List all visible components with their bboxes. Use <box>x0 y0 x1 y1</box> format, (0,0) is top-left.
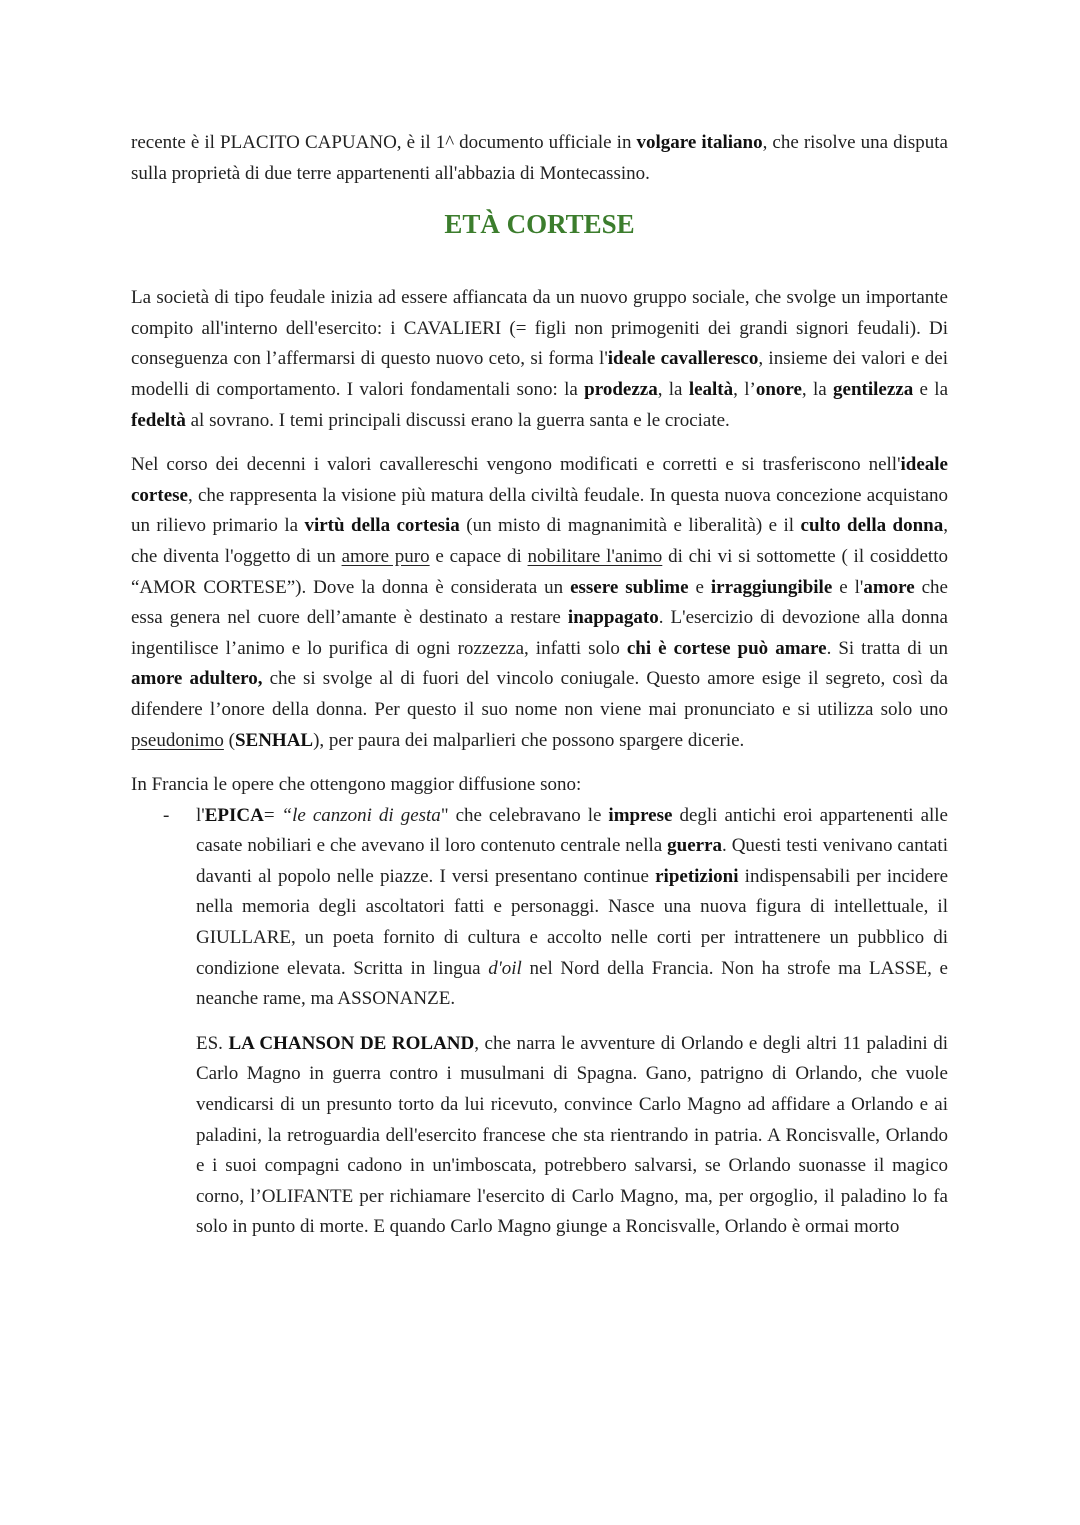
bold-text: gentilezza <box>833 378 914 400</box>
bold-text: guerra <box>667 835 723 857</box>
bold-text: volgare italiano <box>636 132 763 153</box>
list-dash: - <box>163 804 170 826</box>
text-run: = <box>263 804 282 826</box>
text-run: ), per paura dei malparlieri che possono spargere dicerie. <box>313 729 745 751</box>
bold-text: essere sublime <box>570 576 689 598</box>
text-run: , che rappresenta la visione più matura della civiltà feudale. In questa nuova concezione acquistano un rilievo primario la <box>131 484 948 537</box>
list-intro: In Francia le opere che ottengono maggior diffusione sono: <box>131 774 582 796</box>
text-run: . Si tratta di un <box>826 637 949 659</box>
intro-paragraph <box>131 128 948 189</box>
list-item-epica <box>131 801 948 1015</box>
text-run: e la <box>913 378 949 400</box>
text-run: di chi vi si sottomette ( il cosiddetto “AMOR CORTESE”). Dove la donna è considerata un <box>131 545 948 598</box>
text-run: e <box>688 576 711 598</box>
text-run: indispensabili per incidere nella memoria degli ascoltatori fatti e personaggi. Nasce una nuova figura di intellettuale, il GIULLARE, un poeta fornito di cultura e accolto nelle corti per intrattenere un pubblico di condizione elevata. Scritta in lingua <box>196 865 948 979</box>
bold-text: SENHAL <box>234 729 314 751</box>
text-run: . L'esercizio di devozione alla donna ingentilisce l’animo e lo purifica di ogni rozzezza, infatti solo <box>131 607 948 659</box>
bold-text: EPICA <box>204 804 264 826</box>
bold-text: amore adultero, <box>131 668 263 690</box>
text-run: che essa genera nel cuore dell’amante è destinato a restare <box>131 576 948 629</box>
text-run: , che diventa l'oggetto di un <box>131 515 948 567</box>
paragraph-ideale-cortese <box>131 450 948 756</box>
text-run: " che celebravano le <box>440 804 609 826</box>
paragraph-ideale-cavalleresco <box>131 283 948 436</box>
bold-text: ideale cortese <box>131 454 948 506</box>
text-run: , la <box>657 378 689 400</box>
bold-text: lealtà <box>688 378 734 400</box>
text-run: e capace di <box>429 545 528 567</box>
bold-text: prodezza <box>584 378 658 400</box>
section-heading: ETÀ CORTESE <box>444 209 635 240</box>
text-run: l' <box>196 804 205 826</box>
bold-text: fedeltà <box>131 409 186 431</box>
text-run: ( <box>223 729 235 751</box>
text-run: e l' <box>832 576 864 598</box>
italic-text: d'oil <box>488 957 522 979</box>
text-run: (un misto di magnanimità e liberalità) e il <box>459 515 801 537</box>
text-run: recente è il PLACITO CAPUANO, è il 1^ documento ufficiale in <box>131 132 637 153</box>
bold-text: onore <box>755 378 802 400</box>
text-run: , insieme dei valori e dei modelli di comportamento. I valori fondamentali sono: la <box>131 348 949 400</box>
bold-text: imprese <box>608 804 673 826</box>
text-run: . Questi testi venivano cantati davanti al popolo nelle piazze. I versi presentano continue <box>196 835 948 887</box>
bold-text: irraggiungibile <box>710 576 833 598</box>
text-run: , la <box>801 378 834 400</box>
bold-text: virtù della cortesia <box>304 515 460 537</box>
text-run: , l’ <box>733 378 756 400</box>
text-run: degli antichi eroi appartenenti alle casate nobiliari e che avevano il loro contenuto centrale nella <box>196 804 948 857</box>
bold-text: LA CHANSON DE ROLAND <box>228 1032 475 1054</box>
bold-text: inappagato <box>567 607 659 629</box>
bold-text: ripetizioni <box>655 865 739 887</box>
italic-text: “le canzoni di gesta <box>281 804 441 826</box>
epica-paragraph <box>196 801 948 1015</box>
bold-text: amore <box>863 576 915 598</box>
text-run: Nel corso dei decenni i valori cavallereschi vengono modificati e corretti e si trasferiscono nell' <box>131 454 901 476</box>
bold-text: chi è cortese può amare <box>626 637 827 659</box>
bold-text: culto della donna <box>800 515 944 537</box>
text-run: nel Nord della Francia. Non ha strofe ma LASSE, e neanche rame, ma ASSONANZE. <box>196 957 948 1010</box>
underlined-text: nobilitare l'animo <box>527 545 663 567</box>
underlined-text: pseudonimo <box>131 729 224 751</box>
text-run: La società di tipo feudale inizia ad essere affiancata da un nuovo gruppo sociale, che svolge un importante compito all'interno dell'esercito: i CAVALIERI (= figli non primogeniti dei grandi signori feudali). Di conseguenza con l’affermarsi di questo nuovo ceto, si forma l' <box>131 287 948 370</box>
example-chanson-de-roland <box>131 1029 948 1243</box>
text-run: , che narra le avventure di Orlando e degli altri 11 paladini di Carlo Magno in guerra contro i musulmani di Spagna. Gano, patrigno di Orlando, che vuole vendicarsi di un presunto torto da lui ricevuto, convince Carlo Magno ad affidare a Orlando e ai paladini, la retroguardia dell'esercito francese che sta rientrando in patria. A Roncisvalle, Orlando e i suoi compagni cadono in un'imboscata, potrebbero salvarsi, se Orlando suonasse il magico corno, l’OLIFANTE per richiamare l'esercito di Carlo Magno, ma, per orgoglio, il paladino lo fa solo in punto di morte. E quando Carlo Magno giunge a Roncisvalle, Orlando è ormai morto <box>196 1032 948 1238</box>
bold-text: ideale cavalleresco <box>607 348 759 370</box>
document-page <box>131 128 948 1243</box>
text-run: ES. <box>196 1032 229 1054</box>
text-run: , che risolve una disputa sulla proprietà di due terre appartenenti all'abbazia di Montecassino. <box>131 132 948 184</box>
text-run: al sovrano. I temi principali discussi erano la guerra santa e le crociate. <box>185 409 730 431</box>
text-run: che si svolge al di fuori del vincolo coniugale. Questo amore esige il segreto, così da difendere l’onore della donna. Per questo il suo nome non viene mai pronunciato e si utilizza solo uno <box>131 668 948 720</box>
underlined-text: amore puro <box>341 545 430 567</box>
